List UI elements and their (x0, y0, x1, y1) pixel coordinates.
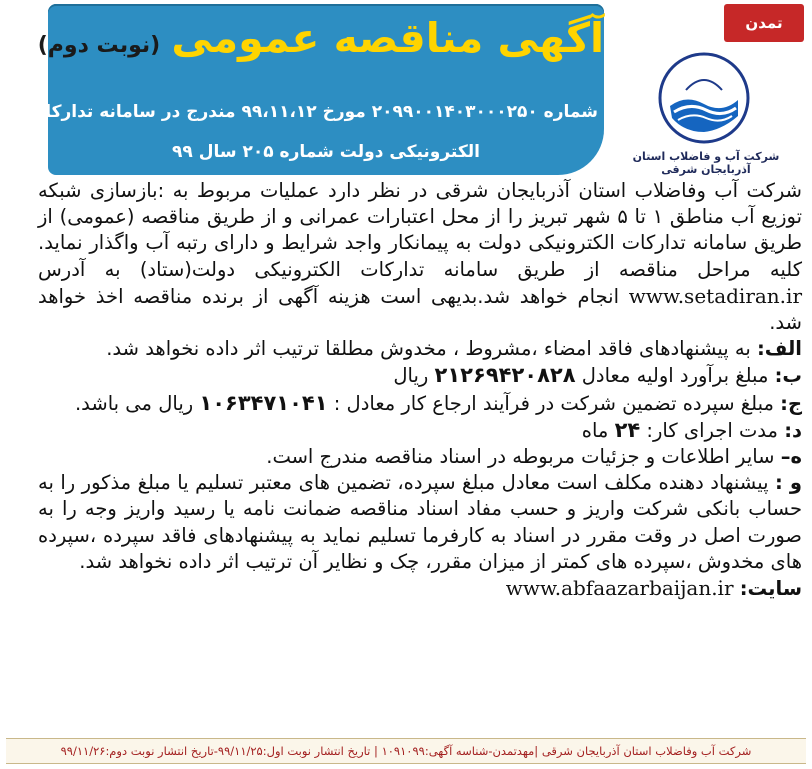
item-b-pre: مبلغ برآورد اولیه معادل (581, 364, 769, 388)
item-b (38, 362, 802, 389)
footer-text: شرکت آب وفاضلاب استان آذربایجان شرقی |مهدتمدن-شناسه آگهی:۱۰۹۱۰۹۹ | تاریخ انتشار نوبت اول:۹۹/۱۱/۲۵-تاریخ انتشار نوبت دوم:۹۹/۱۱/۲۶ (60, 744, 752, 758)
item-e (38, 444, 802, 470)
item-c-pre: مبلغ سپرده تضمین شرکت در فرآیند ارجاع کار معادل : (333, 391, 774, 415)
item-a-label: الف: (756, 337, 802, 361)
site-label: سایت: (739, 577, 802, 601)
intro-end-text: انجام خواهد شد.بدیهی است هزینه آگهی از برنده مناقصه اخذ خواهد شد. (38, 284, 802, 335)
notice-number-line: شماره ۲۰۹۹۰۰۱۴۰۳۰۰۰۲۵۰ مورخ ۹۹،۱۱،۱۲ مندرج در سامانه تدارکات (28, 102, 598, 122)
item-f-label: و : (775, 471, 802, 495)
newspaper-logo-text: تمدن (745, 14, 783, 32)
company-logo (608, 50, 804, 180)
item-c (38, 390, 802, 417)
item-e-label: ه– (780, 445, 802, 469)
item-a-text: به پیشنهادهای فاقد امضاء ،مشروط ، مخدوش مطلقا ترتیب اثر داده نخواهد شد. (106, 337, 751, 361)
item-c-post: ریال می باشد. (74, 391, 194, 415)
notice-round: (نوبت دوم) (37, 33, 161, 58)
setad-site-link[interactable]: www.setadiran.ir (628, 283, 802, 308)
title-banner (28, 4, 604, 175)
item-e-text: سایر اطلاعات و جزئیات مربوطه در اسناد مناقصه مندرج است. (266, 445, 775, 469)
company-logo-caption: شرکت آب و فاضلاب استان آذربایجان شرقی (632, 150, 780, 176)
item-f (38, 470, 802, 575)
estimate-amount: ۲۱۲۶۹۴۲۰۸۲۸ (434, 363, 576, 388)
notice-title-main: آگهی مناقصه عمومی (171, 14, 604, 62)
item-b-label: ب: (774, 364, 802, 388)
duration-value: ۲۴ (614, 417, 641, 442)
company-site-link[interactable]: www.abfaazarbaijan.ir (505, 576, 734, 601)
water-drop-logo-icon (656, 50, 752, 146)
notice-title (37, 14, 604, 62)
item-d-pre: مدت اجرای کار: (646, 418, 778, 442)
intro-paragraph (38, 178, 802, 336)
footer-strip (6, 738, 806, 764)
item-c-label: ج: (780, 391, 802, 415)
item-a (38, 336, 802, 362)
item-d-label: د: (784, 418, 802, 442)
deposit-amount: ۱۰۶۳۴۷۱۰۴۱ (199, 390, 328, 415)
item-f-text: پیشنهاد دهنده مکلف است معادل مبلغ سپرده، تضمین های معتبر تسلیم یا مبلغ مذکور را به حساب بانکی شرکت واریز و حسب مفاد اسناد مناقصه ضمانت نامه یا رسید واریز وجه را به صورت اصل در وقت مقرر در اسناد به کارفرما تسلیم نماید به پیشنهادهای فاقد سپرده ،سپرده های مخدوش ،سپرده های کمتر از میزان مقرر، چک و نظایر آن ترتیب اثر داده نخواهد شد. (38, 471, 802, 573)
item-d-post: ماه (581, 418, 609, 442)
notice-system-line: الکترونیکی دولت شماره ۲۰۵ سال ۹۹ (172, 142, 480, 162)
item-d (38, 417, 802, 444)
site-line (38, 575, 802, 602)
intro-text: شرکت آب وفاضلاب استان آذربایجان شرقی در نظر دارد عملیات مربوط به :بازسازی شبکه توزیع آب مناطق ۱ تا ۵ شهر تبریز را از محل اعتبارات عمرانی و از طریق مناقصه (عمومی) از طریق سامانه تدارکات الکترونیکی دولت به پیمانکار واجد شرایط و دارای رتبه آب واگذار نماید. کلیه مراحل مناقصه از طریق سامانه تدارکات الکترونیکی دولت(ستاد) به آدرس (38, 179, 802, 281)
newspaper-logo (724, 4, 804, 42)
notice-body (38, 178, 802, 602)
item-b-post: ریال (393, 364, 429, 388)
